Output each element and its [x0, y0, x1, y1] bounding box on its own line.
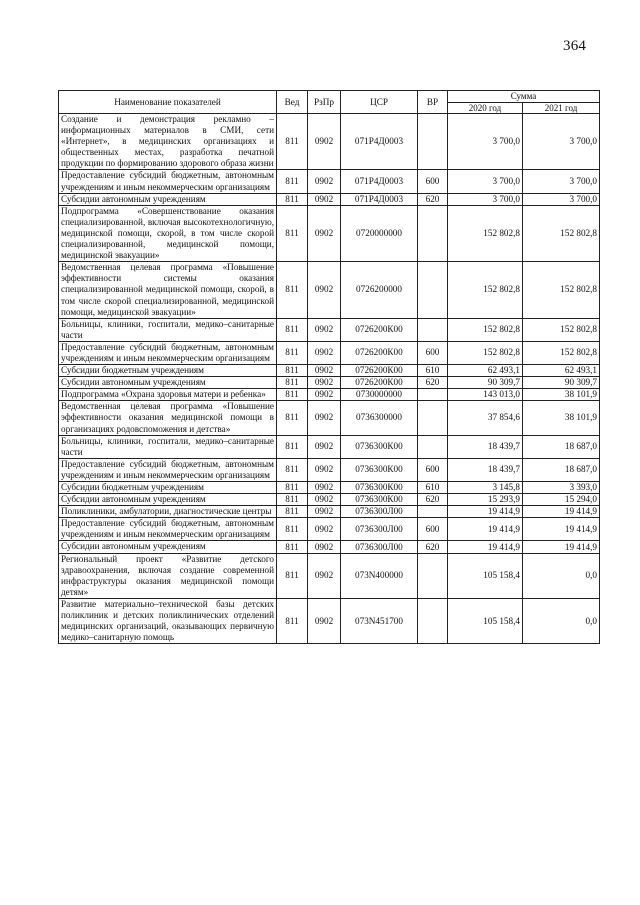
row-sum-2021: 3 700,0: [523, 170, 600, 193]
table-row: [59, 458, 600, 481]
table-row: [59, 193, 600, 205]
row-csr: 0730000000: [341, 389, 418, 401]
row-name: Больницы, клиники, госпитали, медико–санитарные части: [59, 318, 277, 341]
table-row: [59, 262, 600, 318]
row-vr: 620: [418, 541, 448, 553]
row-vr: 600: [418, 341, 448, 364]
row-name: Региональный проект «Развитие детского здравоохранения, включая создание современной инфраструктуры оказания медицинской помощи детям»: [59, 553, 277, 598]
row-vr: 610: [418, 482, 448, 494]
row-sum-2020: 37 854,6: [448, 401, 523, 435]
budget-table: [58, 90, 600, 644]
header-csr: ЦСР: [341, 91, 418, 114]
table-row: [59, 205, 600, 261]
row-rzpr: 0902: [308, 114, 341, 170]
row-sum-2020: 3 700,0: [448, 170, 523, 193]
row-name: Предоставление субсидий бюджетным, автономным учреждениям и иным некоммерческим организациям: [59, 458, 277, 481]
row-sum-2021: 152 802,8: [523, 318, 600, 341]
row-sum-2021: 152 802,8: [523, 341, 600, 364]
row-name: Подпрограмма «Совершенствование оказания специализированной, включая высокотехнологичную, медицинской помощи, скорой, в том числе скорой специализированной, медицинской помощи, медицинской эвакуации»: [59, 205, 277, 261]
row-rzpr: 0902: [308, 389, 341, 401]
row-sum-2020: 19 414,9: [448, 506, 523, 518]
row-rzpr: 0902: [308, 170, 341, 193]
row-ved: 811: [277, 318, 308, 341]
row-name: Субсидии автономным учреждениям: [59, 494, 277, 506]
row-ved: 811: [277, 401, 308, 435]
row-sum-2020: 152 802,8: [448, 205, 523, 261]
row-ved: 811: [277, 458, 308, 481]
row-vr: [418, 205, 448, 261]
row-sum-2020: 19 414,9: [448, 541, 523, 553]
row-ved: 811: [277, 262, 308, 318]
row-csr: 0736300000: [341, 401, 418, 435]
row-rzpr: 0902: [308, 365, 341, 377]
row-ved: 811: [277, 377, 308, 389]
row-sum-2021: 3 700,0: [523, 193, 600, 205]
row-rzpr: 0902: [308, 435, 341, 458]
table-row: [59, 494, 600, 506]
row-sum-2020: 18 439,7: [448, 435, 523, 458]
row-sum-2021: 0,0: [523, 553, 600, 598]
table-row: [59, 598, 600, 643]
row-csr: 0736300Л00: [341, 541, 418, 553]
row-name: Ведомственная целевая программа «Повышение эффективности оказания медицинской помощи в организациях родовспоможения и детства»: [59, 401, 277, 435]
row-rzpr: 0902: [308, 518, 341, 541]
row-vr: [418, 318, 448, 341]
row-name: Субсидии автономным учреждениям: [59, 377, 277, 389]
row-sum-2020: 143 013,0: [448, 389, 523, 401]
row-rzpr: 0902: [308, 482, 341, 494]
table-row: [59, 401, 600, 435]
row-rzpr: 0902: [308, 506, 341, 518]
row-sum-2021: 19 414,9: [523, 518, 600, 541]
row-vr: [418, 553, 448, 598]
row-rzpr: 0902: [308, 458, 341, 481]
page-number: 364: [563, 38, 587, 54]
row-csr: 0726200К00: [341, 365, 418, 377]
row-sum-2020: 90 309,7: [448, 377, 523, 389]
row-sum-2021: 38 101,9: [523, 389, 600, 401]
row-csr: 073N451700: [341, 598, 418, 643]
row-sum-2021: 152 802,8: [523, 262, 600, 318]
row-ved: 811: [277, 506, 308, 518]
row-rzpr: 0902: [308, 262, 341, 318]
row-csr: 0726200000: [341, 262, 418, 318]
header-year-2021: 2021 год: [523, 102, 600, 114]
row-sum-2021: 19 414,9: [523, 506, 600, 518]
row-csr: 0726200К00: [341, 377, 418, 389]
table-row: [59, 518, 600, 541]
header-ved: Вед: [277, 91, 308, 114]
table-row: [59, 553, 600, 598]
row-csr: 0736300К00: [341, 435, 418, 458]
table-row: [59, 389, 600, 401]
header-name: Наименование показателей: [59, 91, 277, 114]
row-sum-2020: 18 439,7: [448, 458, 523, 481]
row-name: Субсидии автономным учреждениям: [59, 541, 277, 553]
row-sum-2021: 18 687,0: [523, 458, 600, 481]
row-rzpr: 0902: [308, 193, 341, 205]
row-rzpr: 0902: [308, 553, 341, 598]
row-vr: 600: [418, 518, 448, 541]
row-sum-2021: 15 294,0: [523, 494, 600, 506]
row-name: Субсидии бюджетным учреждениям: [59, 482, 277, 494]
table-row: [59, 170, 600, 193]
row-vr: 600: [418, 458, 448, 481]
row-ved: 811: [277, 518, 308, 541]
row-name: Развитие материально–технической базы детских поликлиник и детских поликлинических отделений медицинских организаций, оказывающих первичную медико–санитарную помощь: [59, 598, 277, 643]
row-csr: 071Р4Д0003: [341, 193, 418, 205]
row-sum-2021: 38 101,9: [523, 401, 600, 435]
row-ved: 811: [277, 193, 308, 205]
row-vr: 610: [418, 365, 448, 377]
row-vr: [418, 114, 448, 170]
row-sum-2020: 105 158,4: [448, 553, 523, 598]
row-ved: 811: [277, 598, 308, 643]
row-ved: 811: [277, 494, 308, 506]
row-ved: 811: [277, 435, 308, 458]
row-name: Субсидии автономным учреждениям: [59, 193, 277, 205]
row-sum-2020: 3 700,0: [448, 114, 523, 170]
row-sum-2020: 152 802,8: [448, 262, 523, 318]
row-sum-2021: 18 687,0: [523, 435, 600, 458]
table-row: [59, 435, 600, 458]
row-sum-2020: 105 158,4: [448, 598, 523, 643]
row-sum-2021: 0,0: [523, 598, 600, 643]
row-rzpr: 0902: [308, 541, 341, 553]
row-rzpr: 0902: [308, 401, 341, 435]
row-name: Подпрограмма «Охрана здоровья матери и ребенка»: [59, 389, 277, 401]
row-sum-2020: 19 414,9: [448, 518, 523, 541]
row-csr: 071Р4Д0003: [341, 170, 418, 193]
row-rzpr: 0902: [308, 377, 341, 389]
row-csr: 0736300Л00: [341, 506, 418, 518]
row-sum-2020: 15 293,9: [448, 494, 523, 506]
row-csr: 0726200К00: [341, 341, 418, 364]
row-rzpr: 0902: [308, 205, 341, 261]
row-ved: 811: [277, 541, 308, 553]
table-row: [59, 482, 600, 494]
row-sum-2020: 3 700,0: [448, 193, 523, 205]
row-sum-2020: 62 493,1: [448, 365, 523, 377]
row-csr: 0736300К00: [341, 458, 418, 481]
row-vr: [418, 262, 448, 318]
row-vr: [418, 506, 448, 518]
table-row: [59, 506, 600, 518]
table-body: [59, 114, 600, 644]
row-name: Ведомственная целевая программа «Повышение эффективности системы оказания специализированной медицинской помощи, скорой, в том числе скорой специализированной, медицинской помощи, медицинской эвакуации»: [59, 262, 277, 318]
table-row: [59, 114, 600, 170]
row-name: Предоставление субсидий бюджетным, автономным учреждениям и иным некоммерческим организациям: [59, 518, 277, 541]
row-vr: 620: [418, 494, 448, 506]
row-name: Больницы, клиники, госпитали, медико–санитарные части: [59, 435, 277, 458]
row-name: Создание и демонстрация рекламно – информационных материалов в СМИ, сети «Интернет», в медицинских организациях и общественных местах, разработка печатной продукции по формированию здорового образа жизни: [59, 114, 277, 170]
header-year-2020: 2020 год: [448, 102, 523, 114]
row-sum-2021: 62 493,1: [523, 365, 600, 377]
row-sum-2021: 90 309,7: [523, 377, 600, 389]
row-csr: 071Р4Д0003: [341, 114, 418, 170]
row-vr: [418, 598, 448, 643]
row-name: Субсидии бюджетным учреждениям: [59, 365, 277, 377]
table-row: [59, 365, 600, 377]
table-row: [59, 318, 600, 341]
table-row: [59, 541, 600, 553]
row-ved: 811: [277, 365, 308, 377]
row-sum-2021: 3 700,0: [523, 114, 600, 170]
row-rzpr: 0902: [308, 598, 341, 643]
row-csr: 0736300Л00: [341, 518, 418, 541]
header-vr: ВР: [418, 91, 448, 114]
row-ved: 811: [277, 170, 308, 193]
row-csr: 0726200К00: [341, 318, 418, 341]
row-vr: 600: [418, 170, 448, 193]
row-name: Предоставление субсидий бюджетным, автономным учреждениям и иным некоммерческим организациям: [59, 170, 277, 193]
row-vr: [418, 401, 448, 435]
row-csr: 0736300К00: [341, 494, 418, 506]
row-ved: 811: [277, 205, 308, 261]
row-ved: 811: [277, 341, 308, 364]
row-sum-2021: 3 393,0: [523, 482, 600, 494]
header-sum: Сумма: [448, 91, 600, 103]
row-rzpr: 0902: [308, 341, 341, 364]
row-rzpr: 0902: [308, 318, 341, 341]
row-sum-2021: 152 802,8: [523, 205, 600, 261]
row-vr: [418, 435, 448, 458]
row-vr: [418, 389, 448, 401]
header-rzpr: РзПр: [308, 91, 341, 114]
row-name: Предоставление субсидий бюджетным, автономным учреждениям и иным некоммерческим организациям: [59, 341, 277, 364]
row-rzpr: 0902: [308, 494, 341, 506]
table-row: [59, 341, 600, 364]
table-row: [59, 377, 600, 389]
row-sum-2020: 3 145,8: [448, 482, 523, 494]
row-sum-2021: 19 414,9: [523, 541, 600, 553]
row-vr: 620: [418, 193, 448, 205]
row-ved: 811: [277, 482, 308, 494]
row-ved: 811: [277, 114, 308, 170]
row-ved: 811: [277, 389, 308, 401]
row-ved: 811: [277, 553, 308, 598]
row-csr: 073N400000: [341, 553, 418, 598]
row-vr: 620: [418, 377, 448, 389]
row-sum-2020: 152 802,8: [448, 341, 523, 364]
row-sum-2020: 152 802,8: [448, 318, 523, 341]
row-csr: 0720000000: [341, 205, 418, 261]
row-name: Поликлиники, амбулатории, диагностические центры: [59, 506, 277, 518]
row-csr: 0736300К00: [341, 482, 418, 494]
